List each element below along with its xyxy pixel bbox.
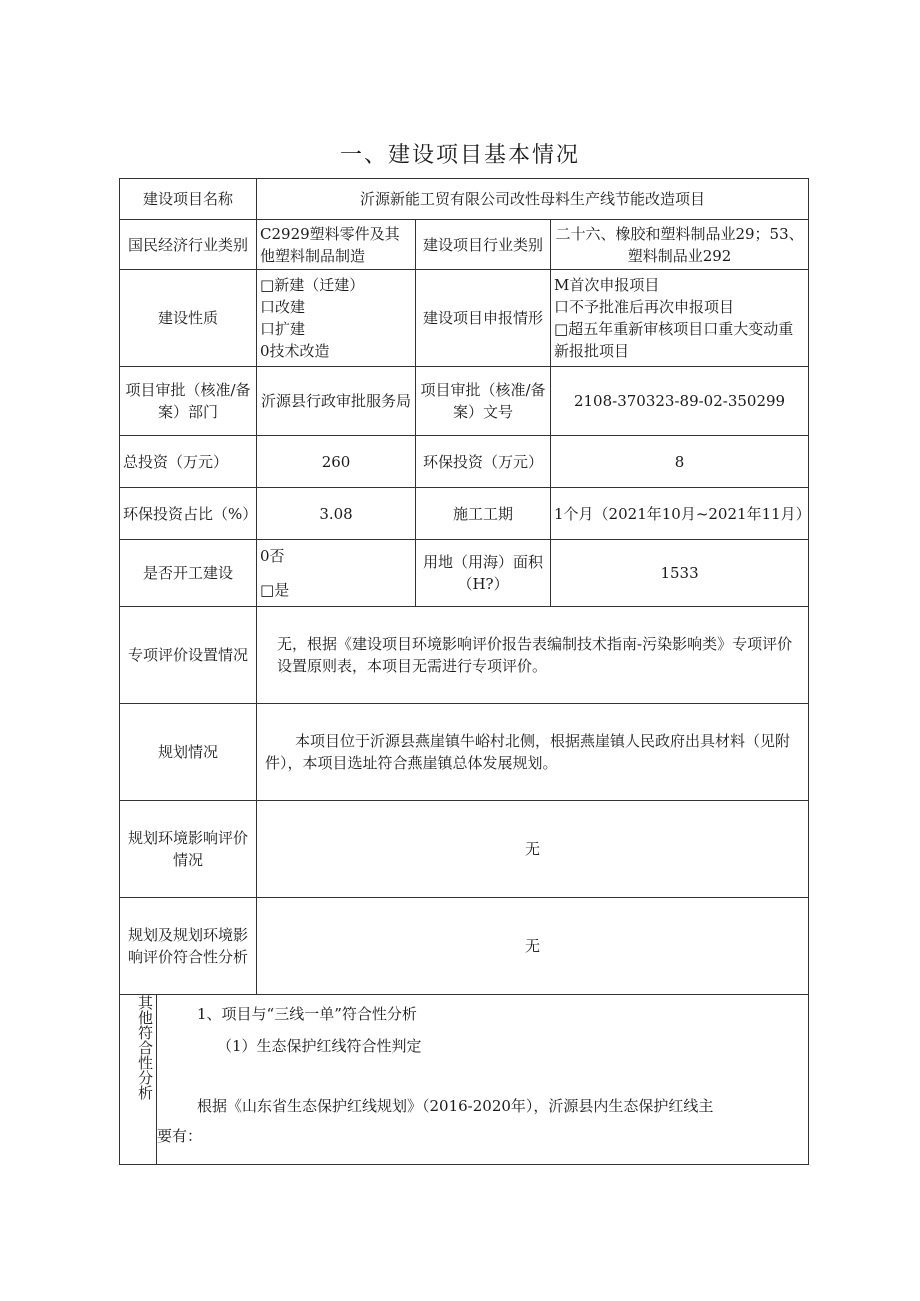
started-option-yes: □是 (260, 581, 290, 599)
row-nature (120, 270, 809, 367)
value-plan-eia: 无 (257, 801, 809, 898)
value-construction-period: 1个月（2021年10月~2021年11月） (551, 488, 809, 540)
value-env-ratio: 3.08 (257, 488, 416, 540)
value-project-name: 沂源新能工贸有限公司改性母料生产线节能改造项目 (257, 179, 809, 220)
value-special-eval: 无，根据《建设项目环境影响评价报告表编制技术指南-污染影响类》专项评价设置原则表，本项目无需进行专项评价。 (257, 607, 809, 704)
row-plan-eia (120, 801, 809, 898)
other-analysis-body (157, 995, 809, 1165)
row-special-eval (120, 607, 809, 704)
value-total-investment: 260 (257, 436, 416, 488)
label-approval-no: 项目审批（核准/备案）文号 (416, 367, 551, 436)
value-approval-no: 2108-370323-89-02-350299 (551, 367, 809, 436)
label-special-eval: 专项评价设置情况 (120, 607, 257, 704)
declaration-option-review: □超五年重新审核项目口重大变动重新报批项目 (554, 320, 794, 360)
started-options (257, 540, 416, 607)
row-approval (120, 367, 809, 436)
value-industry: C2929塑料零件及其他塑料制品制造 (257, 220, 416, 270)
page-title: 一、建设项目基本情况 (339, 143, 580, 168)
label-plan-conformity: 规划及规划环境影响评价符合性分析 (120, 898, 257, 995)
value-plan-conformity: 无 (257, 898, 809, 995)
row-investment (120, 436, 809, 488)
declaration-option-resubmit: 口不予批准后再次申报项目 (554, 298, 735, 316)
label-land-area: 用地（用海）面积（H?） (416, 540, 551, 607)
row-ratio (120, 488, 809, 540)
basic-info-table (119, 178, 809, 1165)
label-nature: 建设性质 (120, 270, 257, 367)
row-industry (120, 220, 809, 270)
other-analysis-paragraph-cont: 要有： (157, 1127, 203, 1145)
label-industry-category: 建设项目行业类别 (416, 220, 551, 270)
declaration-option-first: M首次申报项目 (554, 276, 660, 294)
label-env-investment: 环保投资（万元） (416, 436, 551, 488)
label-other-analysis: 其他符合性分析 (120, 995, 157, 1165)
row-project-name (120, 179, 809, 220)
label-planning: 规划情况 (120, 704, 257, 801)
value-approval-dept: 沂源县行政审批服务局 (257, 367, 416, 436)
label-total-investment: 总投资（万元） (120, 436, 257, 488)
started-option-no: 0否 (260, 547, 285, 565)
row-plan-conformity (120, 898, 809, 995)
value-planning: 本项目位于沂源县燕崖镇牛峪村北侧，根据燕崖镇人民政府出具材料（见附件），本项目选址符合燕崖镇总体发展规划。 (257, 704, 809, 801)
label-declaration: 建设项目申报情形 (416, 270, 551, 367)
label-env-ratio: 环保投资占比（%） (120, 488, 257, 540)
nature-option-new: □新建（迁建） (260, 276, 365, 294)
label-approval-dept: 项目审批（核准/备案）部门 (120, 367, 257, 436)
other-analysis-paragraph: 根据《山东省生态保护红线规划》（2016-2020年），沂源县内生态保护红线主 (197, 1097, 714, 1115)
label-project-name: 建设项目名称 (120, 179, 257, 220)
nature-options (257, 270, 416, 367)
row-planning (120, 704, 809, 801)
value-env-investment: 8 (551, 436, 809, 488)
label-industry: 国民经济行业类别 (120, 220, 257, 270)
label-construction-period: 施工工期 (416, 488, 551, 540)
label-started: 是否开工建设 (120, 540, 257, 607)
nature-option-tech: 0技术改造 (260, 342, 330, 360)
row-other-analysis (120, 995, 809, 1165)
value-land-area: 1533 (551, 540, 809, 607)
declaration-options (551, 270, 809, 367)
nature-option-expand: 口扩建 (260, 320, 306, 338)
other-analysis-heading: 1、项目与“三线一单”符合性分析 (197, 1005, 417, 1023)
value-industry-category: 二十六、橡胶和塑料制品业29；53、塑料制品业292 (551, 220, 809, 270)
nature-option-rebuild: 口改建 (260, 298, 306, 316)
other-analysis-subheading: （1）生态保护红线符合性判定 (217, 1037, 422, 1055)
label-plan-eia: 规划环境影响评价情况 (120, 801, 257, 898)
row-started (120, 540, 809, 607)
